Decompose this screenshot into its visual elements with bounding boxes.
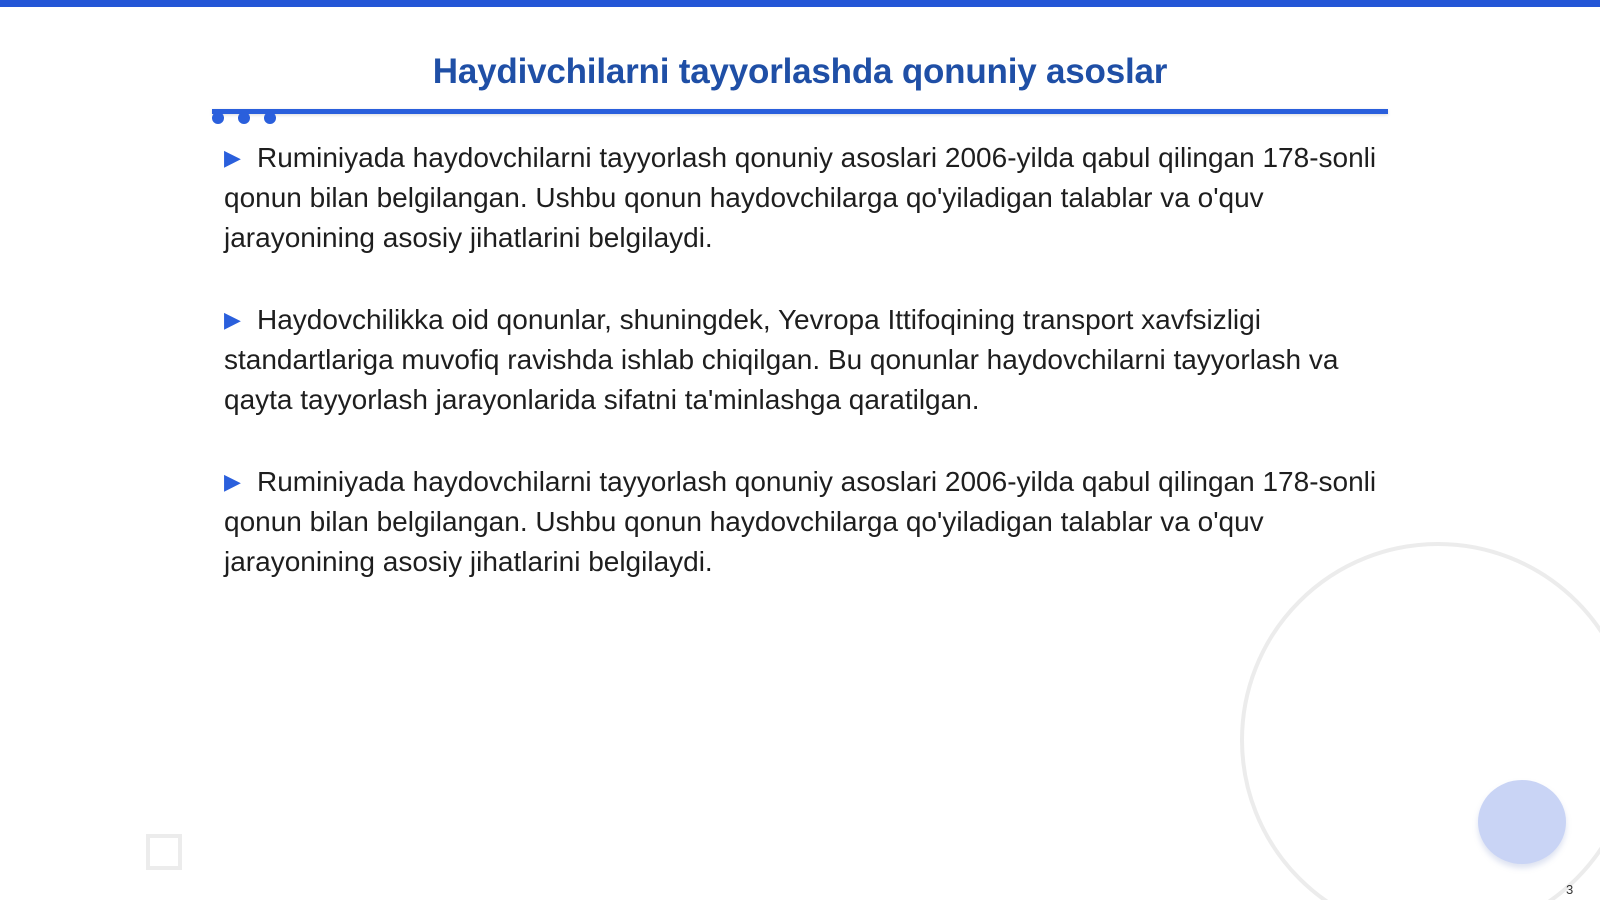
bullet-paragraph-1 <box>224 138 1384 258</box>
title-underline <box>212 109 1388 114</box>
bullet-arrow-icon: ▶ <box>224 145 241 170</box>
slide-title: Haydivchilarni tayyorlashda qonuniy asoslar <box>432 52 1168 91</box>
decor-dot <box>264 112 276 124</box>
decor-square-outline <box>146 834 182 870</box>
bullet-arrow-icon: ▶ <box>224 307 241 332</box>
decor-circle-filled <box>1478 780 1566 864</box>
bullet-arrow-icon: ▶ <box>224 469 241 494</box>
decor-dot <box>238 112 250 124</box>
bullet-paragraph-2 <box>224 300 1384 420</box>
decor-dot <box>212 112 224 124</box>
bullet-list <box>224 138 1384 624</box>
top-accent-bar <box>0 0 1600 7</box>
bullet-text-2: Haydovchilikka oid qonunlar, shuningdek, Yevropa Ittifoqining transport xavfsizligi standartlariga muvofiq ravishda ishlab chiqilgan. Bu qonunlar haydovchilarni tayyorlash va qayta tayyorlash jarayonlarida sifatni ta'minlashga qaratilgan. <box>224 304 1339 415</box>
page-number: 3 <box>1566 882 1574 897</box>
bullet-paragraph-3 <box>224 462 1384 582</box>
bullet-text-1: Ruminiyada haydovchilarni tayyorlash qonuniy asoslari 2006-yilda qabul qilingan 178-sonli qonun bilan belgilangan. Ushbu qonun haydovchilarga qo'yiladigan talablar va o'quv jarayonining asosiy jihatlarini belgilaydi. <box>224 142 1377 253</box>
bullet-text-3: Ruminiyada haydovchilarni tayyorlash qonuniy asoslari 2006-yilda qabul qilingan 178-sonli qonun bilan belgilangan. Ushbu qonun haydovchilarga qo'yiladigan talablar va o'quv jarayonining asosiy jihatlarini belgilaydi. <box>224 466 1377 577</box>
